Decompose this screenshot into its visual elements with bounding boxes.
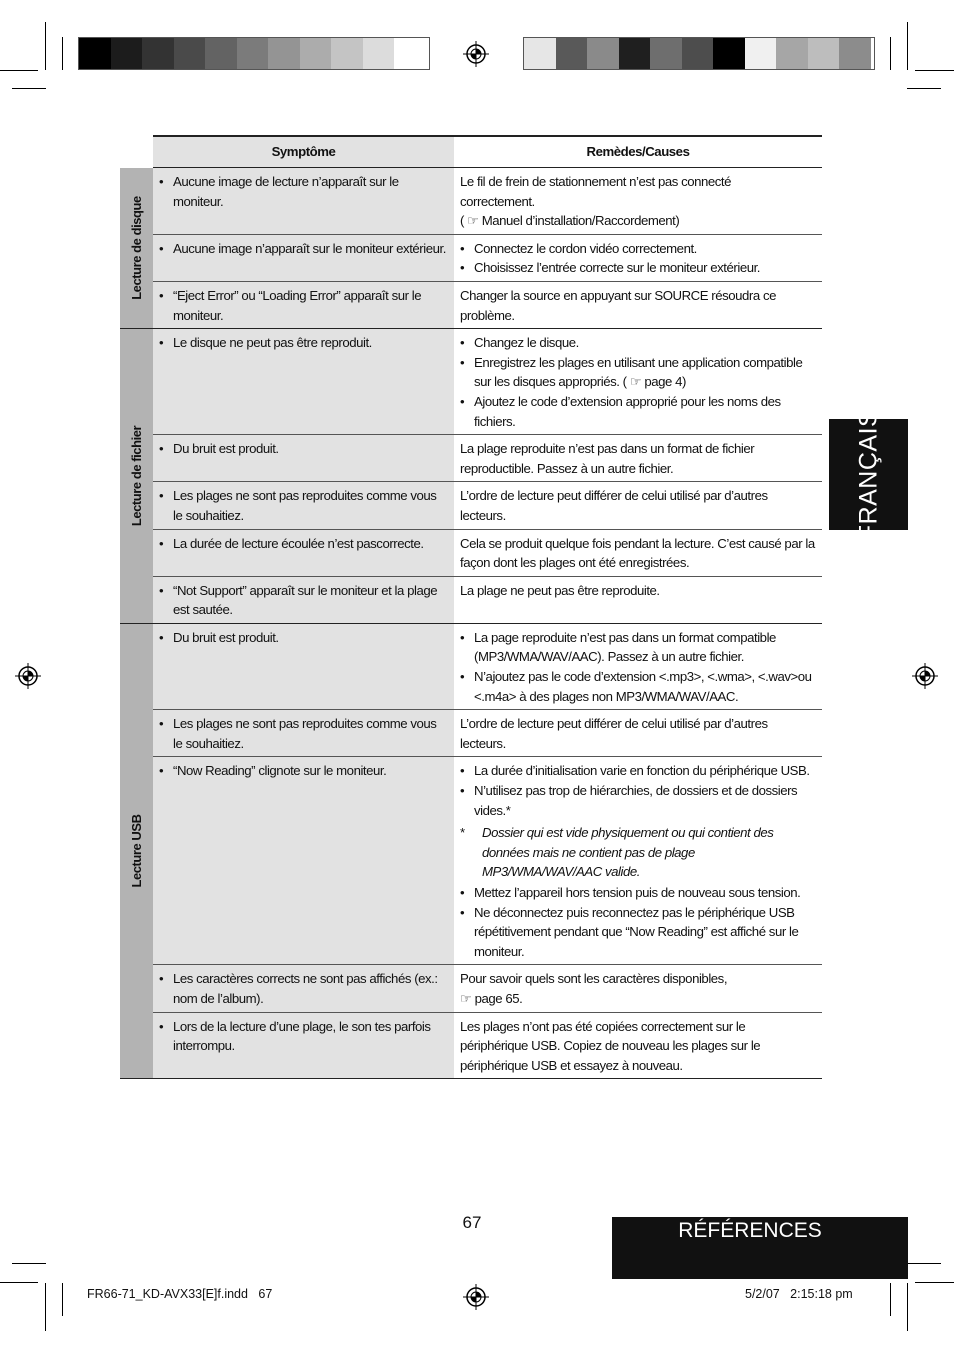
bullet: • [460, 629, 465, 645]
symptom-cell [153, 757, 454, 965]
remedy-text: Connectez le cordon vidéo correctement. [474, 240, 697, 256]
crop-mark [890, 1283, 891, 1316]
remedy-text: L’ordre de lecture peut différer de celui utilisé par d’autres lecteurs. [460, 488, 768, 523]
remedy-text: N’ajoutez pas le code d’extension <.mp3>, <.wma>, <.wav>ou <.m4a> à des plages non MP3/WMA/WAV/AAC. [474, 669, 812, 704]
remedy-reference: ( ☞ Manuel d’installation/Raccordement) [460, 213, 680, 229]
section-tab [612, 1217, 908, 1279]
gray-swatch [776, 38, 808, 69]
bullet: • [159, 763, 164, 779]
symptom-text: La durée de lecture écoulée n’est pascorrecte. [173, 535, 424, 551]
category-usb [120, 623, 153, 1078]
bullet: • [159, 971, 164, 987]
symptom-text: Du bruit est produit. [173, 629, 279, 645]
grayscale-bar-left [78, 37, 430, 70]
bullet: • [159, 629, 164, 645]
gray-swatch [142, 38, 174, 69]
language-tab [829, 409, 908, 540]
remedy-cell [454, 168, 822, 235]
remedy-text: Les plages n’ont pas été copiées correctement sur le périphérique USB. Copiez de nouveau les plages sur le périphérique USB et essayez à nouveau. [460, 1018, 761, 1073]
symptom-text: Les caractères corrects ne sont pas affichés (ex.: nom de l’album). [173, 971, 438, 1006]
remedy-text: correctement. [460, 193, 535, 209]
symptom-cell [153, 529, 454, 576]
gray-swatch [839, 38, 871, 69]
remedy-cell [454, 1012, 822, 1079]
header-spacer [120, 136, 153, 168]
remedy-text: Ajoutez le code d’extension approprié pour les noms des fichiers. [474, 393, 781, 429]
bullet: • [460, 354, 465, 370]
remedy-text: Pour savoir quels sont les caractères disponibles, [460, 971, 728, 987]
gray-swatch [713, 38, 745, 69]
gray-swatch [205, 38, 237, 69]
crop-mark [12, 88, 46, 89]
symptom-cell [153, 234, 454, 281]
bullet: • [159, 240, 164, 256]
symptom-text: “Not Support” apparaît sur le moniteur et la plage est sautée. [173, 582, 438, 618]
bullet: • [159, 582, 164, 598]
footnote-text: Dossier qui est vide physiquement ou qui contient des données mais ne contient pas de plage MP3/WMA/WAV/AAC valide. [482, 825, 774, 880]
bullet: • [159, 174, 164, 189]
header-symptom: Symptôme [153, 136, 454, 168]
gray-swatch [682, 38, 714, 69]
footnote-marker: * [460, 825, 465, 841]
remedy-cell [454, 529, 822, 576]
symptom-text: Les plages ne sont pas reproduites comme vous le souhaitiez. [173, 716, 437, 751]
remedy-text: La durée d’initialisation varie en fonction du périphérique USB. [474, 763, 810, 779]
crop-mark [0, 70, 38, 71]
symptom-text: Lors de la lecture d’une plage, le son tes parfois interrompu. [173, 1018, 431, 1054]
crop-mark [62, 1283, 63, 1316]
bullet: • [159, 441, 164, 457]
crop-mark [907, 22, 908, 70]
symptom-cell [153, 1012, 454, 1079]
symptom-text: Les plages ne sont pas reproduites comme vous le souhaitiez. [173, 488, 437, 523]
remedy-reference: ☞ page 65. [460, 990, 523, 1006]
gray-swatch [300, 38, 332, 69]
gray-swatch [79, 38, 111, 69]
bullet: • [460, 669, 465, 685]
remedy-cell [454, 234, 822, 281]
bullet: • [460, 904, 465, 920]
remedy-cell [454, 482, 822, 529]
symptom-cell [153, 168, 454, 235]
bullet: • [159, 1018, 164, 1034]
gray-swatch [524, 38, 556, 69]
category-label: Lecture de disque [128, 196, 144, 300]
bullet: • [159, 335, 164, 351]
bullet: • [159, 287, 164, 303]
remedy-cell [454, 435, 822, 482]
troubleshooting-table [120, 135, 822, 1079]
remedy-cell [454, 710, 822, 757]
symptom-cell [153, 329, 454, 435]
category-disc [120, 168, 153, 329]
symptom-cell [153, 965, 454, 1012]
crop-mark [12, 1263, 46, 1264]
remedy-text: N’utilisez pas trop de hiérarchies, de dossiers et de dossiers vides.* [474, 783, 798, 818]
bullet: • [159, 716, 164, 732]
bullet: • [460, 260, 465, 276]
gray-swatch [556, 38, 588, 69]
crop-mark [907, 1283, 908, 1331]
bullet: • [460, 335, 465, 351]
remedy-cell [454, 281, 822, 328]
bullet: • [460, 885, 465, 900]
symptom-text: Le disque ne peut pas être reproduit. [173, 335, 372, 351]
gray-swatch [650, 38, 682, 69]
crop-mark [907, 1263, 941, 1264]
symptom-text: Du bruit est produit. [173, 441, 279, 457]
gray-swatch [808, 38, 840, 69]
footer-timestamp: 5/2/07 2:15:18 pm [745, 1287, 853, 1301]
category-label: Lecture de fichier [128, 425, 144, 527]
crop-mark [907, 88, 941, 89]
gray-swatch [363, 38, 395, 69]
remedy-cell [454, 329, 822, 435]
page-number: 67 [462, 1213, 482, 1232]
bullet: • [460, 783, 465, 799]
bullet: • [159, 488, 164, 504]
remedy-cell [454, 757, 822, 965]
footer-filename: FR66-71_KD-AVX33[E]f.indd 67 [87, 1287, 273, 1301]
registration-mark-icon [15, 663, 41, 689]
crop-mark [915, 1282, 954, 1283]
gray-swatch [587, 38, 619, 69]
gray-swatch [619, 38, 651, 69]
remedy-text: Mettez l’appareil hors tension puis de nouveau sous tension. [474, 885, 801, 900]
symptom-text: “Eject Error” ou “Loading Error” apparaît sur le moniteur. [173, 287, 422, 323]
remedy-text: La plage reproduite n’est pas dans un format de fichier reproductible. Passez à un autre fichier. [460, 441, 755, 476]
remedy-text: L’ordre de lecture peut différer de celui utilisé par d’autres lecteurs. [460, 716, 768, 751]
remedy-text: Enregistrez les plages en utilisant une application compatible sur les disques appropriés. ( ☞ page 4) [474, 354, 803, 390]
remedy-text: Changez le disque. [474, 335, 579, 351]
gray-swatch [745, 38, 777, 69]
bullet: • [159, 535, 164, 551]
gray-swatch [174, 38, 206, 69]
gray-swatch [268, 38, 300, 69]
crop-mark [45, 22, 46, 70]
remedy-cell [454, 965, 822, 1012]
symptom-text: Aucune image de lecture n’apparaît sur le moniteur. [173, 174, 399, 209]
gray-swatch [237, 38, 269, 69]
remedy-cell [454, 576, 822, 623]
remedy-cell [454, 623, 822, 709]
crop-mark [890, 37, 891, 70]
symptom-cell [153, 710, 454, 757]
header-remedy: Remèdes/Causes [454, 136, 822, 168]
symptom-cell [153, 482, 454, 529]
symptom-text: Aucune image n’apparaît sur le moniteur extérieur. [173, 240, 446, 256]
grayscale-bar-right [523, 37, 875, 70]
category-label: Lecture USB [128, 814, 144, 888]
language-tab-label: FRANÇAIS [854, 409, 882, 540]
remedy-text: La plage ne peut pas être reproduite. [460, 582, 660, 598]
bullet: • [460, 763, 465, 779]
crop-mark [62, 37, 63, 70]
registration-mark-icon [463, 1284, 489, 1310]
section-tab-label: RÉFÉRENCES [678, 1219, 822, 1242]
crop-mark [0, 1282, 38, 1283]
remedy-text: La page reproduite n’est pas dans un format compatible (MP3/WMA/WAV/AAC). Passez à un autre fichier. [474, 629, 776, 665]
symptom-cell [153, 623, 454, 709]
gray-swatch [331, 38, 363, 69]
remedy-text: Changer la source en appuyant sur SOURCE résoudra ce problème. [460, 287, 776, 323]
symptom-cell [153, 281, 454, 328]
registration-mark-icon [463, 41, 489, 67]
remedy-text: Choisissez l’entrée correcte sur le moniteur extérieur. [474, 260, 761, 276]
symptom-cell [153, 576, 454, 623]
remedy-text: Cela se produit quelque fois pendant la lecture. C’est causé par la façon dont les plages ont été enregistrées. [460, 535, 815, 571]
bullet: • [460, 240, 465, 256]
remedy-text: Le fil de frein de stationnement n’est pas connecté [460, 174, 732, 189]
gray-swatch [111, 38, 143, 69]
bullet: • [460, 393, 465, 409]
remedy-text: Ne déconnectez puis reconnectez pas le périphérique USB répétitivement pendant que “Now Reading” est affiché sur le moniteur. [474, 904, 799, 959]
registration-mark-icon [912, 663, 938, 689]
symptom-cell [153, 435, 454, 482]
category-file [120, 329, 153, 624]
symptom-text: “Now Reading” clignote sur le moniteur. [173, 763, 387, 779]
crop-mark [45, 1283, 46, 1331]
crop-mark [915, 70, 954, 71]
gray-swatch [394, 38, 426, 69]
